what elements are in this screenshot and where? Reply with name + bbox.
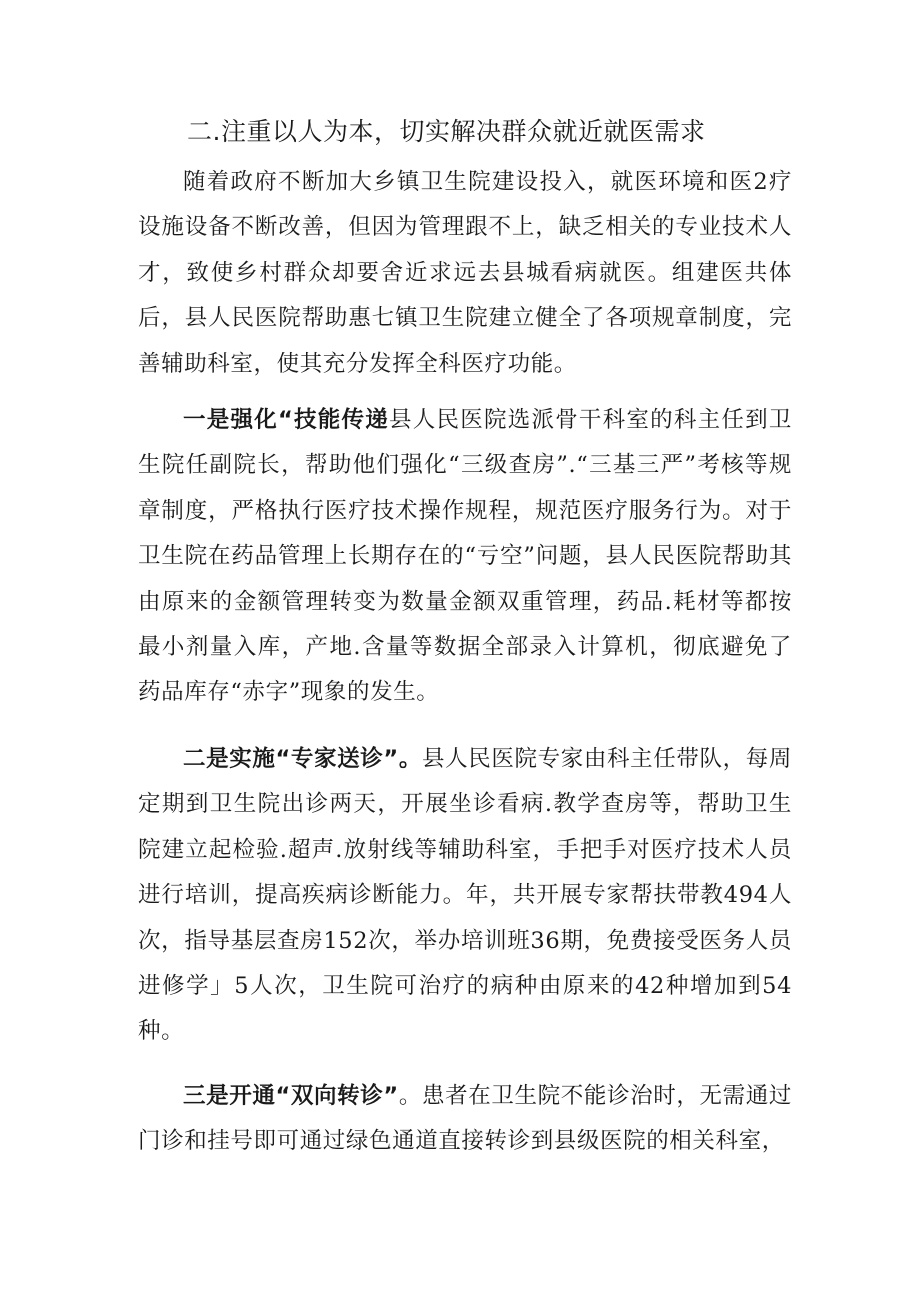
paragraph-text: 随着政府不断加大乡镇卫生院建设投入，就医环境和医2疗设施设备不断改善，但因为管理跟不上，缺乏相关的专业技术人才，致使乡村群众却要舍近求远去县城看病就医。组建医共体后，县人民医院帮助惠七镇卫生院建立健全了各项规章制度，完善辅助科室，使其充分发挥全科医疗功能。 [138, 169, 792, 377]
paragraph-referral [138, 1074, 792, 1165]
paragraph-lead: 三是开通“双向转诊” [183, 1083, 399, 1109]
paragraph-text: 县人民医院专家由科主任带队，每周定期到卫生院出诊两天，开展坐诊看病.教学查房等，帮助卫生院建立起检验.超声.放射线等辅助科室，手把手对医疗技术人员进行培训，提高疾病诊断能力。年，共开展专家帮扶带教494人次，指导基层查房152次，举办培训班36期，免费接受医务人员进修学」5人次，卫生院可治疗的病种由原来的42种增加到54种。 [138, 746, 792, 1045]
paragraph-text: 。患者在卫生院不能诊治时，无需通过门诊和挂号即可通过绿色通道直接转诊到县级医院的相关科室， [138, 1083, 792, 1155]
paragraph-skill-transfer [138, 398, 792, 716]
paragraph-text: 县人民医院选派骨干科室的科主任到卫生院任副院长，帮助他们强化“三级查房”.“三基三严”考核等规章制度，严格执行医疗技术操作规程，规范医疗服务行为。对于卫生院在药品管理上长期存在的“亏空”问题，县人民医院帮助其由原来的金额管理转变为数量金额双重管理，药品.耗材等都按最小剂量入库，产地.含量等数据全部录入计算机，彻底避免了药品库存“赤字”现象的发生。 [138, 407, 792, 706]
paragraph-lead: 二是实施“专家送诊”。 [183, 746, 422, 772]
paragraph-expert-visits [138, 737, 792, 1055]
paragraph-intro [138, 160, 792, 387]
paragraph-lead: 一是强化“技能传递 [183, 407, 389, 433]
section-heading: 二.注重以人为本，切实解决群众就近就医需求 [187, 117, 706, 146]
